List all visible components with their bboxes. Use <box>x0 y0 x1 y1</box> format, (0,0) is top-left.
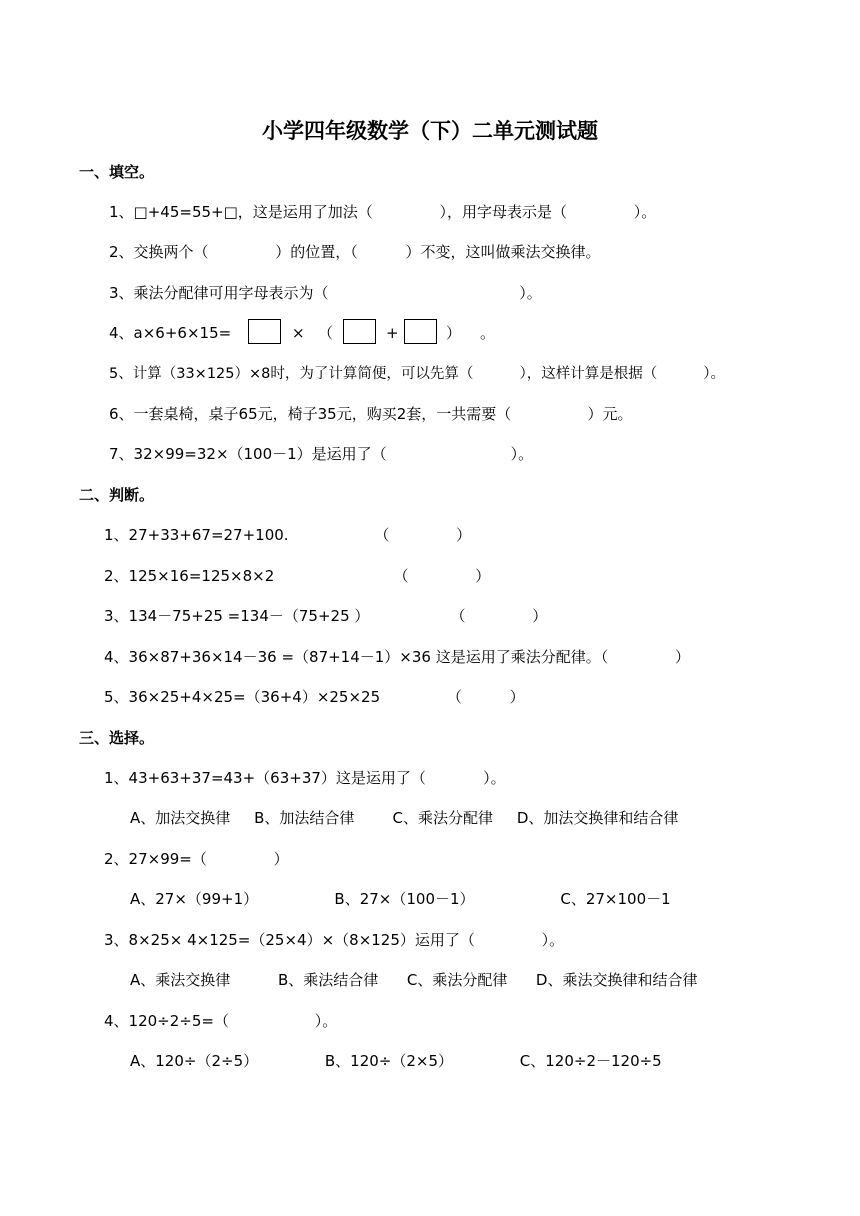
times-sign: × <box>292 324 305 342</box>
question-3-4: 4、120÷2÷5=（ ）。 <box>104 1012 338 1030</box>
question-3-3-options: A、乘法交换律 B、乘法结合律 C、乘法分配律 D、乘法交换律和结合律 <box>130 971 698 989</box>
plus-sign: + <box>386 324 399 342</box>
answer-box-2[interactable] <box>343 319 376 344</box>
question-1-2: 2、交换两个（ ）的位置，（ ）不变，这叫做乘法交换律。 <box>109 243 601 261</box>
section-heading-fill-in: 一、填空。 <box>79 163 155 181</box>
question-1-5: 5、计算（33×125）×8时，为了计算简便，可以先算（ ），这样计算是根据（ ）。 <box>109 366 726 382</box>
question-1-7: 7、32×99=32×（100－1）是运用了（ ）。 <box>109 445 534 463</box>
right-paren: ） <box>446 324 462 342</box>
question-2-4: 4、36×87+36×14－36 =（87+14－1）×36 这是运用了乘法分配律。（ ） <box>104 648 690 666</box>
answer-box-1[interactable] <box>248 319 281 344</box>
left-paren: （ <box>318 324 334 342</box>
question-1-6: 6、一套桌椅，桌子65元，椅子35元，购买2套，一共需要（ ）元。 <box>109 405 633 423</box>
question-2-5: 5、36×25+4×25=（36+4）×25×25 （ ） <box>104 688 525 706</box>
section-heading-judge: 二、判断。 <box>79 486 155 504</box>
question-1-4-lead: 4、a×6+6×15= <box>109 324 232 342</box>
question-3-2-options: A、27×（99+1） B、27×（100－1） C、27×100－1 <box>130 890 671 908</box>
question-3-4-options: A、120÷（2÷5） B、120÷（2×5） C、120÷2－120÷5 <box>130 1052 662 1070</box>
question-2-2: 2、125×16=125×8×2 （ ） <box>104 567 491 585</box>
question-1-1: 1、□+45=55+□，这是运用了加法（ ），用字母表示是（ ）。 <box>109 203 657 221</box>
period: 。 <box>480 324 496 342</box>
question-2-3: 3、134－75+25 =134－（75+25 ） （ ） <box>104 607 548 625</box>
section-heading-choose: 三、选择。 <box>79 729 155 747</box>
question-2-1: 1、27+33+67=27+100. （ ） <box>104 526 472 544</box>
question-3-2: 2、27×99=（ ） <box>104 850 289 868</box>
answer-box-3[interactable] <box>404 319 437 344</box>
question-1-3: 3、乘法分配律可用字母表示为（ ）。 <box>109 284 542 302</box>
page-title: 小学四年级数学（下）二单元测试题 <box>262 119 598 143</box>
question-3-3: 3、8×25× 4×125=（25×4）×（8×125）运用了（ ）。 <box>104 931 565 949</box>
question-3-1-options: A、加法交换律 B、加法结合律 C、乘法分配律 D、加法交换律和结合律 <box>130 809 679 827</box>
question-3-1: 1、43+63+37=43+（63+37）这是运用了（ ）。 <box>104 769 506 787</box>
